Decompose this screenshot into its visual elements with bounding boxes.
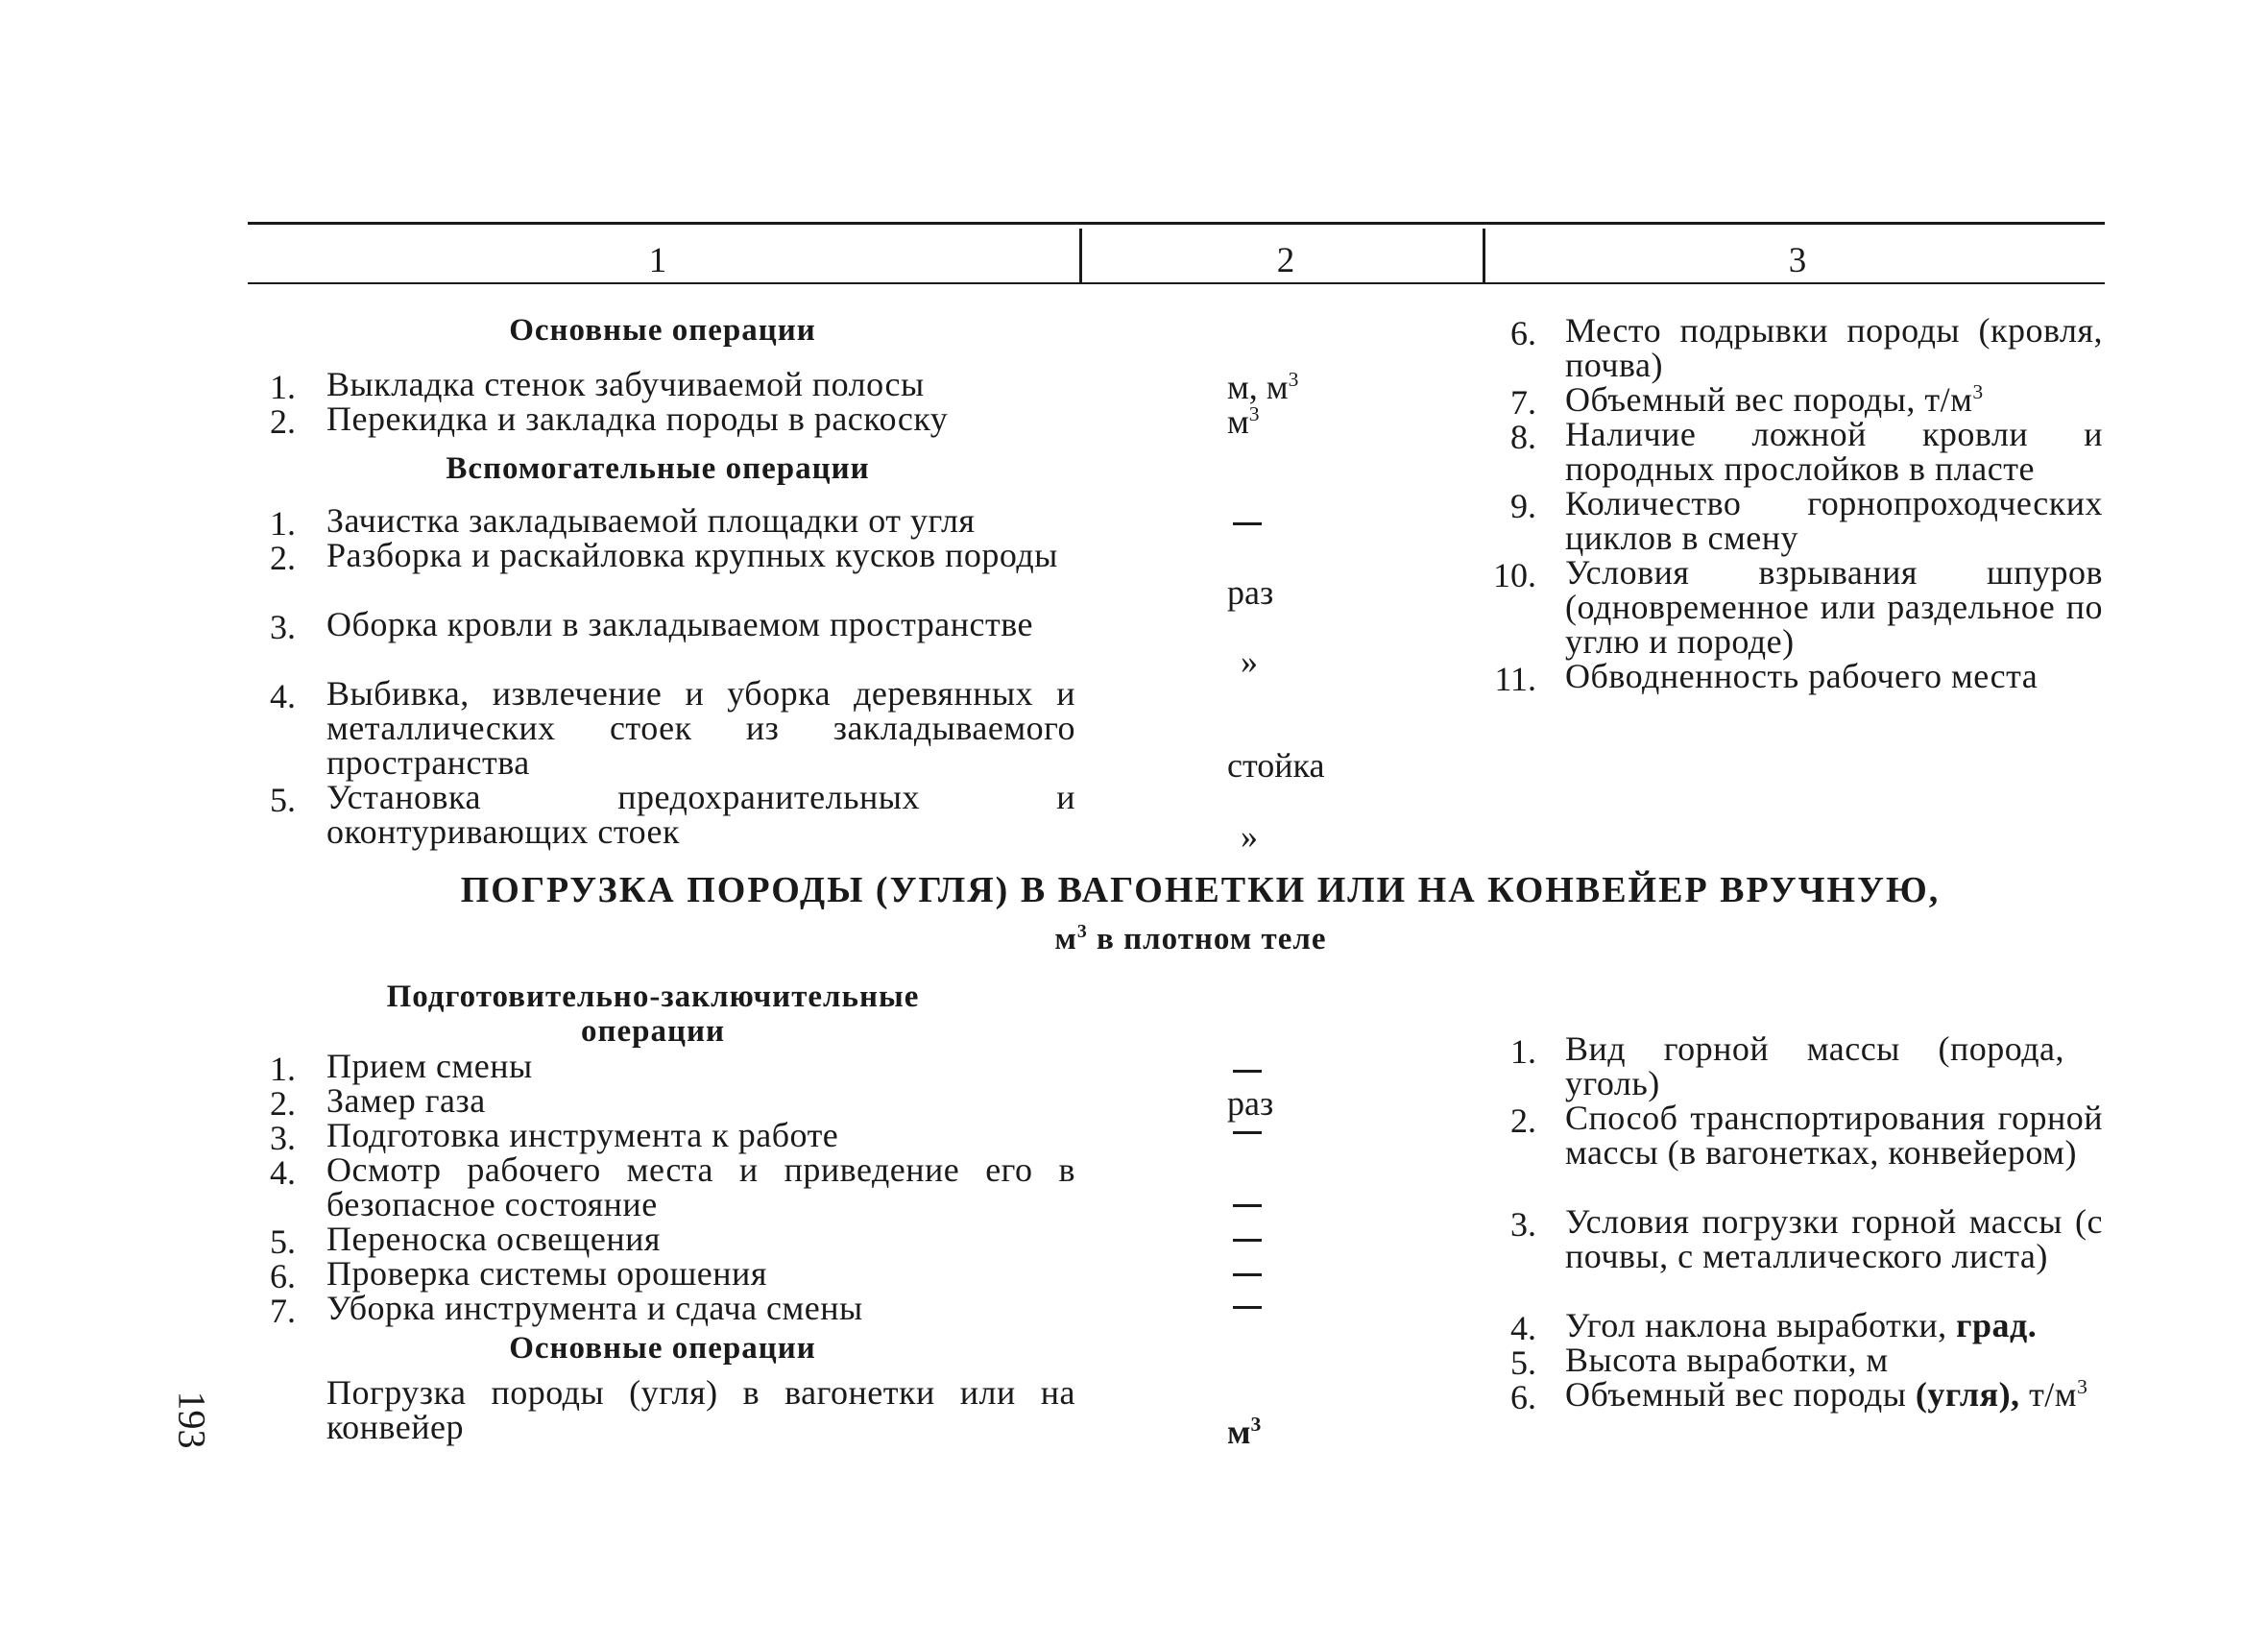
aux-op-unit: раз xyxy=(1227,573,1274,612)
factor-number: 5. xyxy=(1510,1343,1536,1382)
main-op-number: 2. xyxy=(270,402,296,441)
prep-op-text: Уборка инструмента и сдача смены xyxy=(326,1289,863,1327)
prep-op-number: 4. xyxy=(270,1153,296,1192)
main-op-number: 1. xyxy=(270,368,296,406)
section-title: ПОГРУЗКА ПОРОДЫ (УГЛЯ) В ВАГОНЕТКИ ИЛИ НА КОНВЕЙЕР ВРУЧНУЮ, xyxy=(460,870,1941,910)
aux-op-number: 5. xyxy=(270,781,296,819)
aux-op-unit-dash xyxy=(1233,522,1262,525)
aux-op-number: 4. xyxy=(270,677,296,715)
aux-op-text: Разборка и раскайловка крупных кусков породы xyxy=(326,536,1058,574)
factor-text: Количество горнопроходческих циклов в смену xyxy=(1565,484,2103,557)
aux-op-number: 1. xyxy=(270,504,296,543)
factor-number: 8. xyxy=(1510,418,1536,456)
factor-text: Условия взрывания шпуров (одновременное или раздельное по углю и породе) xyxy=(1565,553,2103,661)
prep-op-number: 3. xyxy=(270,1119,296,1157)
prep-op-text: Подготовка инструмента к работе xyxy=(326,1116,839,1154)
main-op-text: Перекидка и закладка породы в раскоску xyxy=(326,399,949,438)
aux-op-unit: » xyxy=(1241,642,1258,681)
main-operations-heading-2: Основные операции xyxy=(509,1331,816,1366)
factor-number: 9. xyxy=(1510,487,1536,525)
main-op-unit: м, $м^3$ xyxy=(1227,368,1299,406)
factor-number: 7. xyxy=(1510,383,1536,422)
aux-operations-heading: Вспомогательные операции xyxy=(446,451,870,486)
prep-op-unit-dash xyxy=(1233,1131,1262,1134)
prep-op-text: Замер газа xyxy=(326,1081,486,1120)
aux-op-unit: стойка xyxy=(1227,746,1325,785)
factor-text: Способ транспортирования горной массы (в вагонетках, конвейером) xyxy=(1565,1099,2103,1172)
prep-op-text: Прием смены xyxy=(326,1047,533,1085)
prep-operations-heading: Подготовительно-заключительные операции xyxy=(386,980,920,1049)
prep-op-number: 7. xyxy=(270,1292,296,1330)
prep-op-number: 6. xyxy=(270,1257,296,1295)
factor-number: 6. xyxy=(1510,1378,1536,1416)
prep-op-unit: раз xyxy=(1227,1084,1274,1123)
factor-text: Высота выработки, м xyxy=(1565,1341,1889,1379)
column-divider-1 xyxy=(1079,229,1082,282)
prep-op-number: 2. xyxy=(270,1084,296,1123)
column-number-2: 2 xyxy=(1276,241,1295,280)
prep-op-unit-dash xyxy=(1233,1239,1262,1242)
factor-text: Обводненность рабочего места xyxy=(1565,657,2039,695)
factor-text: Условия погрузки горной массы (с почвы, с металлического листа) xyxy=(1565,1202,2103,1275)
prep-op-unit-dash xyxy=(1233,1306,1262,1309)
prep-op-number: 1. xyxy=(270,1050,296,1088)
main-operations-heading: Основные операции xyxy=(509,313,816,348)
header-top-rule xyxy=(248,222,2105,225)
factor-text: Объемный вес породы (угля), $т/м^3$ xyxy=(1565,1375,2088,1414)
column-number-1: 1 xyxy=(648,241,667,280)
aux-op-number: 2. xyxy=(270,539,296,577)
prep-op-unit-dash xyxy=(1233,1273,1262,1276)
prep-op-text: Переноска освещения xyxy=(326,1220,661,1258)
main-op-unit: $м^3$ xyxy=(1227,1413,1262,1451)
main-op-text: Выкладка стенок забучиваемой полосы xyxy=(326,365,925,403)
aux-op-number: 3. xyxy=(270,608,296,646)
aux-op-text: Зачистка закладываемой площадки от угля xyxy=(326,501,976,540)
factor-text: Место подрывки породы (кровля, почва) xyxy=(1565,311,2103,384)
header-bottom-rule xyxy=(248,282,2105,284)
factor-text: Наличие ложной кровли и породных прослойков в пласте xyxy=(1565,415,2103,488)
aux-op-unit: » xyxy=(1241,817,1258,856)
factor-text: Вид горной массы (порода, уголь) xyxy=(1565,1029,2064,1102)
prep-op-number: 5. xyxy=(270,1222,296,1261)
factor-text: Угол наклона выработки, град. xyxy=(1565,1306,2038,1344)
aux-op-text: Установка предохранительных и оконтуривающих стоек xyxy=(326,778,1075,851)
factor-text: Объемный вес породы, $т/м^3$ xyxy=(1565,380,1984,419)
aux-op-text: Выбивка, извлечение и уборка деревянных и металлических стоек из закладываемого пространства xyxy=(326,674,1075,782)
main-op-unit: $м^3$ xyxy=(1227,402,1260,441)
column-number-3: 3 xyxy=(1788,241,1807,280)
aux-op-text: Оборка кровли в закладываемом пространстве xyxy=(326,605,1034,643)
factor-number: 1. xyxy=(1510,1032,1536,1071)
page-number: 193 xyxy=(170,1391,214,1449)
prep-op-text: Проверка системы орошения xyxy=(326,1254,767,1293)
prep-op-unit-dash xyxy=(1233,1204,1262,1207)
factor-number: 6. xyxy=(1510,314,1536,352)
main-op-text: Погрузка породы (угля) в вагонетки или на конвейер xyxy=(326,1373,1075,1446)
column-divider-2 xyxy=(1483,229,1485,282)
factor-number: 11. xyxy=(1494,660,1536,698)
prep-op-unit-dash xyxy=(1233,1070,1262,1073)
factor-number: 4. xyxy=(1510,1309,1536,1347)
prep-op-text: Осмотр рабочего места и приведение его в безопасное состояние xyxy=(326,1150,1075,1223)
factor-number: 3. xyxy=(1510,1205,1536,1244)
factor-number: 2. xyxy=(1510,1101,1536,1140)
section-subtitle: $м^3$ в плотном теле xyxy=(1054,921,1327,956)
factor-number: 10. xyxy=(1493,556,1536,594)
